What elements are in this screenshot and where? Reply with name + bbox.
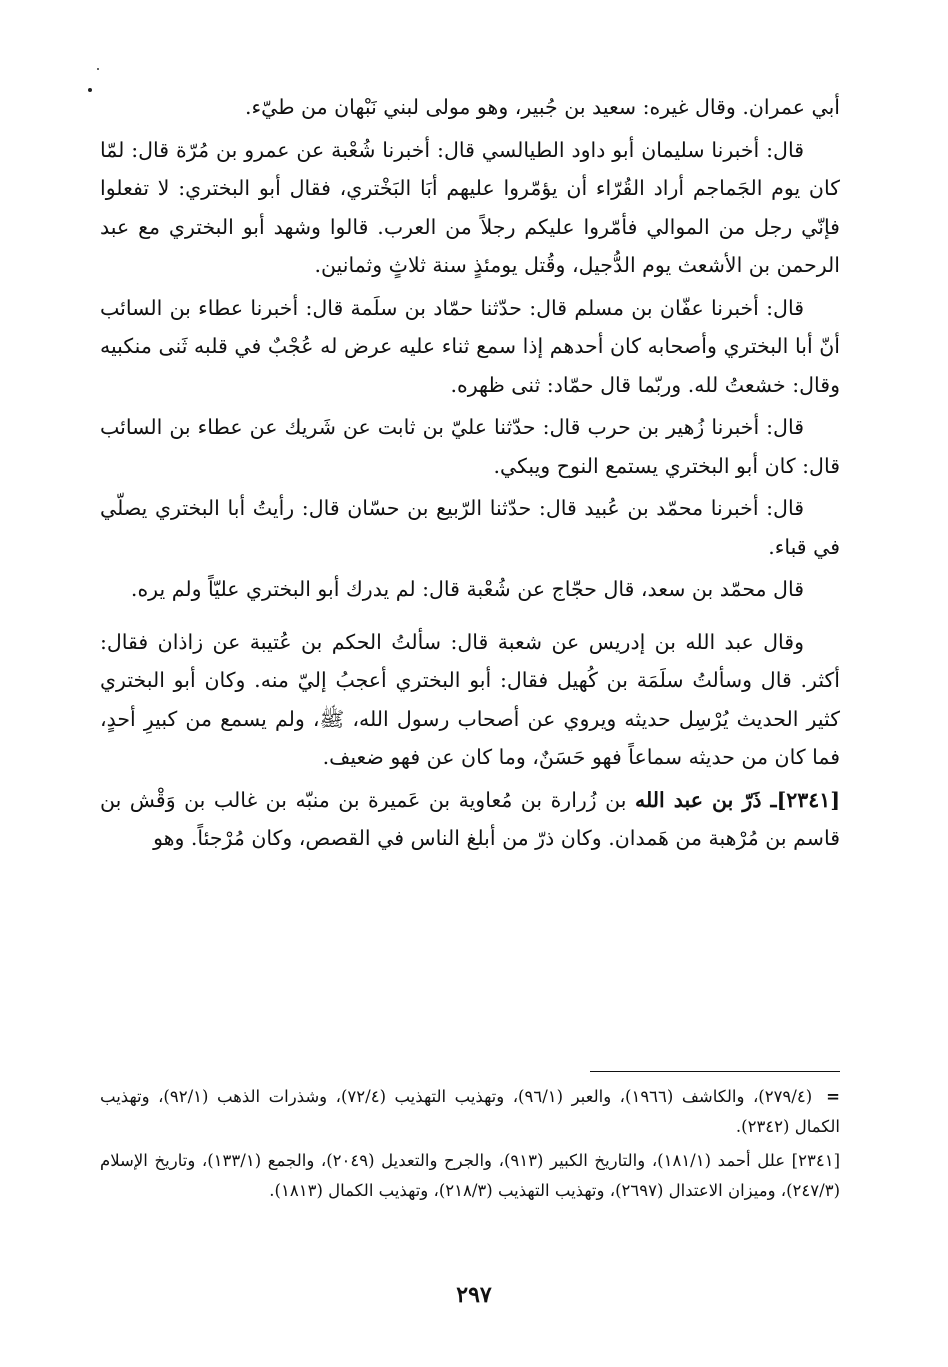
paragraph: قال: أخبرنا عفّان بن مسلم قال: حدّثنا حمّاد بن سلَمة قال: أخبرنا عطاء بن السائب أنّ أبا البختري وأصحابه كان أحدهم إذا سمع ثناء عليه عرض له عُجْبٌ في قلبه ثَنى منكبيه وقال: خشعتُ لله. وربّما قال حمّاد: ثنى ظهره. — [100, 295, 840, 397]
biography-entry — [100, 781, 840, 858]
paragraph: قال: أخبرنا زُهير بن حرب قال: حدّثنا عليّ بن ثابت عن شَريك عن عطاء بن السائب قال: كان أبو البختري يستمع النوح ويبكي. — [100, 415, 840, 478]
footnote-text: (٢٧٩/٤)، والكاشف (١٩٦٦)، والعبر (٩٦/١)، وتهذيب التهذيب (٧٢/٤)، وشذرات الذهب (٩٢/١)، وتهذيب الكمال (٢٣٤٢). — [100, 1087, 840, 1136]
continuation-marker: = — [826, 1087, 840, 1106]
page-number: ٢٩٧ — [456, 1282, 492, 1308]
paragraph: أبي عمران. وقال غيره: سعيد بن جُبير، وهو مولى لبني نَبْهان من طيّء. — [244, 95, 840, 119]
entry-number: [٢٣٤١] — [776, 787, 841, 812]
paragraph: قال: أخبرنا سليمان أبو داود الطيالسي قال: أخبرنا شُعْبة عن عمرو بن مُرّة قال: لمّا كان يوم الجَماجم أراد القُرّاء أن يؤمّروا عليهم أبَا البَخْتري، فقال أبو البختري: لا تفعلوا فإنّي رجل من الموالي فأمّروا عليكم رجلاً من العرب. قالوا وشهد أبو البختري مع عبد الرحمن بن الأشعث يوم الدُّجيل، وقُتل يومئذٍ سنة ثلاثٍ وثمانين. — [100, 137, 840, 277]
footnotes — [100, 1082, 840, 1210]
footnote: [٢٣٤١] علل أحمد (١٨١/١)، والتاريخ الكبير (٩١٣)، والجرح والتعديل (٢٠٤٩)، والجمع (١٣٣/١)، وتاريخ الإسلام (٢٤٧/٣)، وميزان الاعتدال (٢٦٩٧)، وتهذيب التهذيب (٢١٨/٣)، وتهذيب الكمال (١٨١٣). — [100, 1151, 840, 1200]
entry-name: ـ ذَرّ بن عبد الله — [634, 787, 777, 812]
paragraph: قال: أخبرنا محمّد بن عُبيد قال: حدّثنا الرّبيع بن حسّان قال: رأيتُ أبا البختري يصلّي في قباء. — [100, 496, 840, 559]
paragraph: وقال عبد الله بن إدريس عن شعبة قال: سألتُ الحكم بن عُتيبة عن زاذان فقال: أكثر. قال وسألتُ سلَمَة بن كُهيل فقال: أبو البختري أعجبُ إليّ منه. وكان أبو البختري كثير الحديث يُرْسِل حديثه ويروي عن أصحاب رسول الله، ﷺ، ولم يسمع من كبيرِ أحدٍ، فما كان من حديثه سماعاً فهو حَسَنٌ، وما كان عن فهو ضعيف. — [100, 629, 840, 769]
entry-text: بن زُرارة بن مُعاوية بن عَميرة بن منبّه بن غالب بن وَقْش بن قاسم بن مُرْهبة من هَمدان. وكان ذرّ من أبلغ الناس في القصص، وكان مُرْجئاً. وهو — [100, 787, 840, 850]
ink-speck — [97, 68, 99, 70]
footnote — [100, 1082, 840, 1142]
main-text — [100, 88, 840, 862]
footnote-separator — [590, 1071, 840, 1072]
ink-speck — [88, 88, 92, 92]
paragraph: قال محمّد بن سعد، قال حجّاج عن شُعْبة قال: لم يدرك أبو البختري عليّاً ولم يره. — [130, 577, 804, 601]
